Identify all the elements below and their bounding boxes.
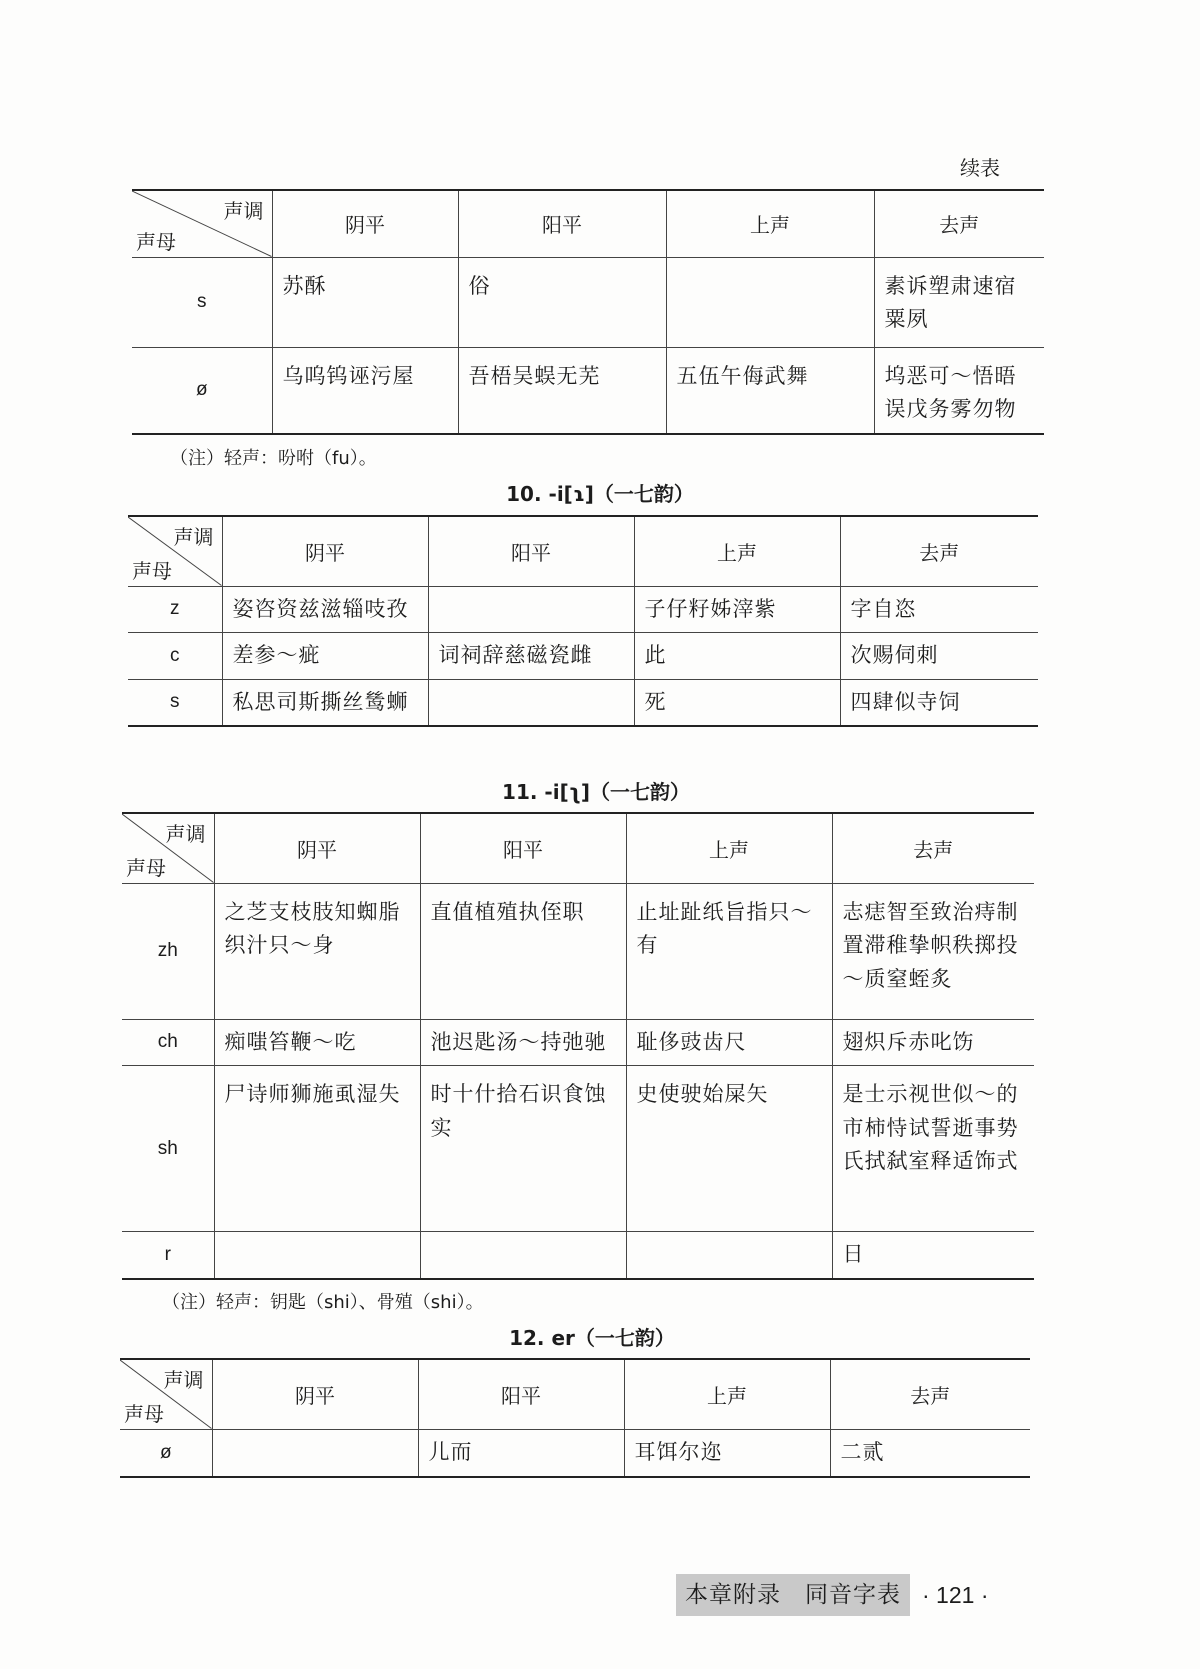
chars-cell: 直值植殖执侄职 [420, 883, 626, 1019]
col-qusheng: 去声 [830, 1359, 1030, 1429]
header-row [128, 516, 1038, 586]
tone-label: 声调 [165, 822, 206, 846]
chars-cell: 耳饵尔迩 [624, 1429, 830, 1477]
table-section-10 [128, 515, 1038, 727]
chars-cell: 死 [634, 679, 840, 726]
table-continued [132, 189, 1044, 435]
initial-cell: zh [122, 883, 214, 1019]
col-shangsheng: 上声 [634, 516, 840, 586]
table-row [120, 1429, 1030, 1477]
chars-cell: 止址趾纸旨指只～有 [626, 883, 832, 1019]
initial-label: 声母 [132, 558, 172, 583]
chars-cell: 子仔籽姊滓紫 [634, 586, 840, 633]
table-row [132, 347, 1044, 434]
initial-label: 声母 [136, 229, 176, 254]
table-row [132, 257, 1044, 347]
table-row [122, 883, 1034, 1019]
chars-cell: 字自恣 [840, 586, 1038, 633]
chars-cell: 时十什拾石识食蚀实 [420, 1066, 626, 1232]
corner-cell [132, 190, 272, 257]
table-section-11 [122, 812, 1034, 1280]
chars-cell: 二贰 [830, 1429, 1030, 1477]
table-row [122, 1066, 1034, 1232]
initial-cell: ch [122, 1019, 214, 1066]
chars-cell: 姿咨资兹滋辎吱孜 [222, 586, 428, 633]
header-row [132, 190, 1044, 257]
col-shangsheng: 上声 [624, 1359, 830, 1429]
initial-cell: sh [122, 1066, 214, 1232]
chars-cell: 素诉塑肃速宿粟夙 [874, 257, 1044, 347]
header-row [122, 813, 1034, 883]
section-11-title: 11. -i[ʅ]（一七韵） [502, 780, 690, 804]
chars-cell: 五伍午侮武舞 [666, 347, 874, 434]
section-12-title: 12. er（一七韵） [509, 1326, 675, 1350]
col-yinping: 阴平 [222, 516, 428, 586]
col-yangping: 阳平 [458, 190, 666, 257]
table-row [122, 1019, 1034, 1066]
col-yinping: 阴平 [212, 1359, 418, 1429]
chars-cell: 史使驶始屎矢 [626, 1066, 832, 1232]
table-section-12 [120, 1358, 1030, 1478]
section-10-title: 10. -i[ɿ]（一七韵） [506, 482, 694, 506]
chars-cell: 苏酥 [272, 257, 458, 347]
col-yinping: 阴平 [272, 190, 458, 257]
initial-cell: s [132, 257, 272, 347]
chars-cell: 差参～疵 [222, 633, 428, 680]
col-yangping: 阳平 [420, 813, 626, 883]
table-row [122, 1232, 1034, 1279]
chars-cell: 乌呜钨诬污屋 [272, 347, 458, 434]
chars-cell [420, 1232, 626, 1279]
initial-cell: z [128, 586, 222, 633]
chars-cell: 次赐伺刺 [840, 633, 1038, 680]
chars-cell: 此 [634, 633, 840, 680]
chars-cell: 四肆似寺饲 [840, 679, 1038, 726]
chars-cell: 耻侈豉齿尺 [626, 1019, 832, 1066]
corner-cell [128, 516, 222, 586]
continued-label: 续表 [960, 156, 1000, 180]
col-qusheng: 去声 [832, 813, 1034, 883]
chars-cell [212, 1429, 418, 1477]
initial-cell: s [128, 679, 222, 726]
initial-cell: c [128, 633, 222, 680]
chars-cell: 词祠辞慈磁瓷雌 [428, 633, 634, 680]
chars-cell [214, 1232, 420, 1279]
table-row [128, 633, 1038, 680]
note-section-11: （注）轻声：钥匙（shi）、骨殖（shi）。 [162, 1292, 484, 1313]
chars-cell: 志痣智至致治痔制置滞稚挚帜秩掷投～质窒蛭炙 [832, 883, 1034, 1019]
col-shangsheng: 上声 [626, 813, 832, 883]
initial-cell: ø [132, 347, 272, 434]
chars-cell: 俗 [458, 257, 666, 347]
col-shangsheng: 上声 [666, 190, 874, 257]
initial-label: 声母 [126, 855, 166, 880]
header-row [120, 1359, 1030, 1429]
chars-cell: 坞恶可～悟晤误戊务雾勿物 [874, 347, 1044, 434]
chars-cell: 私思司斯撕丝鸶蛳 [222, 679, 428, 726]
chars-cell [626, 1232, 832, 1279]
chars-cell [428, 586, 634, 633]
tone-label: 声调 [223, 199, 264, 223]
col-yinping: 阴平 [214, 813, 420, 883]
chars-cell: 翅炽斥赤叱饬 [832, 1019, 1034, 1066]
col-yangping: 阳平 [418, 1359, 624, 1429]
table-row [128, 586, 1038, 633]
col-qusheng: 去声 [840, 516, 1038, 586]
initial-cell: ø [120, 1429, 212, 1477]
chars-cell: 吾梧吴蜈无芜 [458, 347, 666, 434]
chars-cell: 是士示视世似～的市柿恃试誓逝事势氏拭弑室释适饰式 [832, 1066, 1034, 1232]
page-number: · 121 · [922, 1582, 989, 1608]
chars-cell: 尸诗师狮施虱湿失 [214, 1066, 420, 1232]
initial-cell: r [122, 1232, 214, 1279]
table-row [128, 679, 1038, 726]
chars-cell: 日 [832, 1232, 1034, 1279]
chars-cell: 儿而 [418, 1429, 624, 1477]
chars-cell: 痴嗤笞鞭～吃 [214, 1019, 420, 1066]
chars-cell: 池迟匙汤～持弛驰 [420, 1019, 626, 1066]
corner-cell [120, 1359, 212, 1429]
note-table0: （注）轻声：吩咐（fu）。 [170, 448, 377, 469]
col-yangping: 阳平 [428, 516, 634, 586]
col-qusheng: 去声 [874, 190, 1044, 257]
corner-cell [122, 813, 214, 883]
chars-cell: 之芝支枝肢知蜘脂织汁只～身 [214, 883, 420, 1019]
tone-label: 声调 [163, 1368, 204, 1392]
chars-cell [428, 679, 634, 726]
footer-section-label: 本章附录 同音字表 [676, 1574, 910, 1616]
chars-cell [666, 257, 874, 347]
initial-label: 声母 [124, 1401, 164, 1426]
tone-label: 声调 [173, 525, 214, 549]
